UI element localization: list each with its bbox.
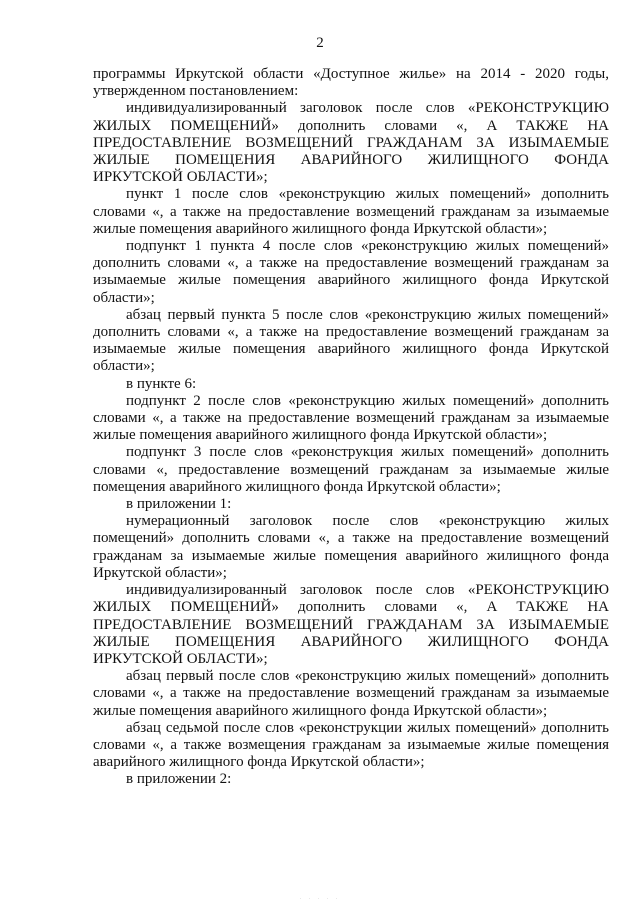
page-number: 2 xyxy=(316,35,324,51)
paragraph: подпункт 3 после слов «реконструкция жилых помещений» дополнить словами «, предоставление возмещений гражданам за изымаемые жилые помещения аварийного жилищного фонда Иркутской области»; xyxy=(93,444,609,495)
paragraph: пункт 1 после слов «реконструкцию жилых помещений» дополнить словами «, а также на предоставление возмещений гражданам за изымаемые жилые помещения аварийного жилищного фонда Иркутской области»; xyxy=(93,186,609,237)
paragraph: подпункт 1 пункта 4 после слов «реконструкцию жилых помещений» дополнить словами «, а также на предоставление возмещений гражданам за изымаемые жилые помещения аварийного жилищного фонда Иркутской области»; xyxy=(93,238,609,306)
paragraph: в приложении 2: xyxy=(126,771,232,788)
paragraph: подпункт 2 после слов «реконструкцию жилых помещений» дополнить словами «, а также на предоставление возмещений гражданам за изымаемые жилые помещения аварийного жилищного фонда Иркутской области»; xyxy=(93,392,609,444)
faint-footer-mark: . . . . . xyxy=(299,895,341,901)
paragraph: программы Иркутской области «Доступное жилье» на 2014 - 2020 годы, утвержденном постановлением: xyxy=(93,66,609,100)
paragraph: в приложении 1: xyxy=(126,496,232,513)
paragraph: абзац первый после слов «реконструкцию жилых помещений» дополнить словами «, а также на предоставление возмещений гражданам за изымаемые жилые помещения аварийного жилищного фонда Иркутской области»; xyxy=(93,668,609,719)
paragraph: абзац первый пункта 5 после слов «реконструкцию жилых помещений» дополнить словами «, а также на предоставление возмещений гражданам за изымаемые жилые помещения аварийного жилищного фонда Иркутской области»; xyxy=(93,306,609,375)
document-body xyxy=(93,66,609,789)
paragraph: в пункте 6: xyxy=(126,375,197,392)
paragraph: индивидуализированный заголовок после слов «РЕКОНСТРУКЦИЮ ЖИЛЫХ ПОМЕЩЕНИЙ» дополнить словами «, А ТАКЖЕ НА ПРЕДОСТАВЛЕНИЕ ВОЗМЕЩЕНИЙ ГРАЖДАНАМ ЗА ИЗЫМАЕМЫЕ ЖИЛЫЕ ПОМЕЩЕНИЯ АВАРИЙНОГО ЖИЛИЩНОГО ФОНДА ИРКУТСКОЙ ОБЛАСТИ»; xyxy=(93,100,609,186)
paragraph: абзац седьмой после слов «реконструкции жилых помещений» дополнить словами «, а также возмещения гражданам за изымаемые жилые помещения аварийного жилищного фонда Иркутской области»; xyxy=(93,719,609,771)
paragraph: нумерационный заголовок после слов «реконструкцию жилых помещений» дополнить словами «, а также на предоставление возмещений гражданам за изымаемые жилые помещения аварийного жилищного фонда Иркутской области»; xyxy=(93,513,609,581)
paragraph: индивидуализированный заголовок после слов «РЕКОНСТРУКЦИЮ ЖИЛЫХ ПОМЕЩЕНИЙ» дополнить словами «, А ТАКЖЕ НА ПРЕДОСТАВЛЕНИЕ ВОЗМЕЩЕНИЙ ГРАЖДАНАМ ЗА ИЗЫМАЕМЫЕ ЖИЛЫЕ ПОМЕЩЕНИЯ АВАРИЙНОГО ЖИЛИЩНОГО ФОНДА ИРКУТСКОЙ ОБЛАСТИ»; xyxy=(93,582,609,667)
